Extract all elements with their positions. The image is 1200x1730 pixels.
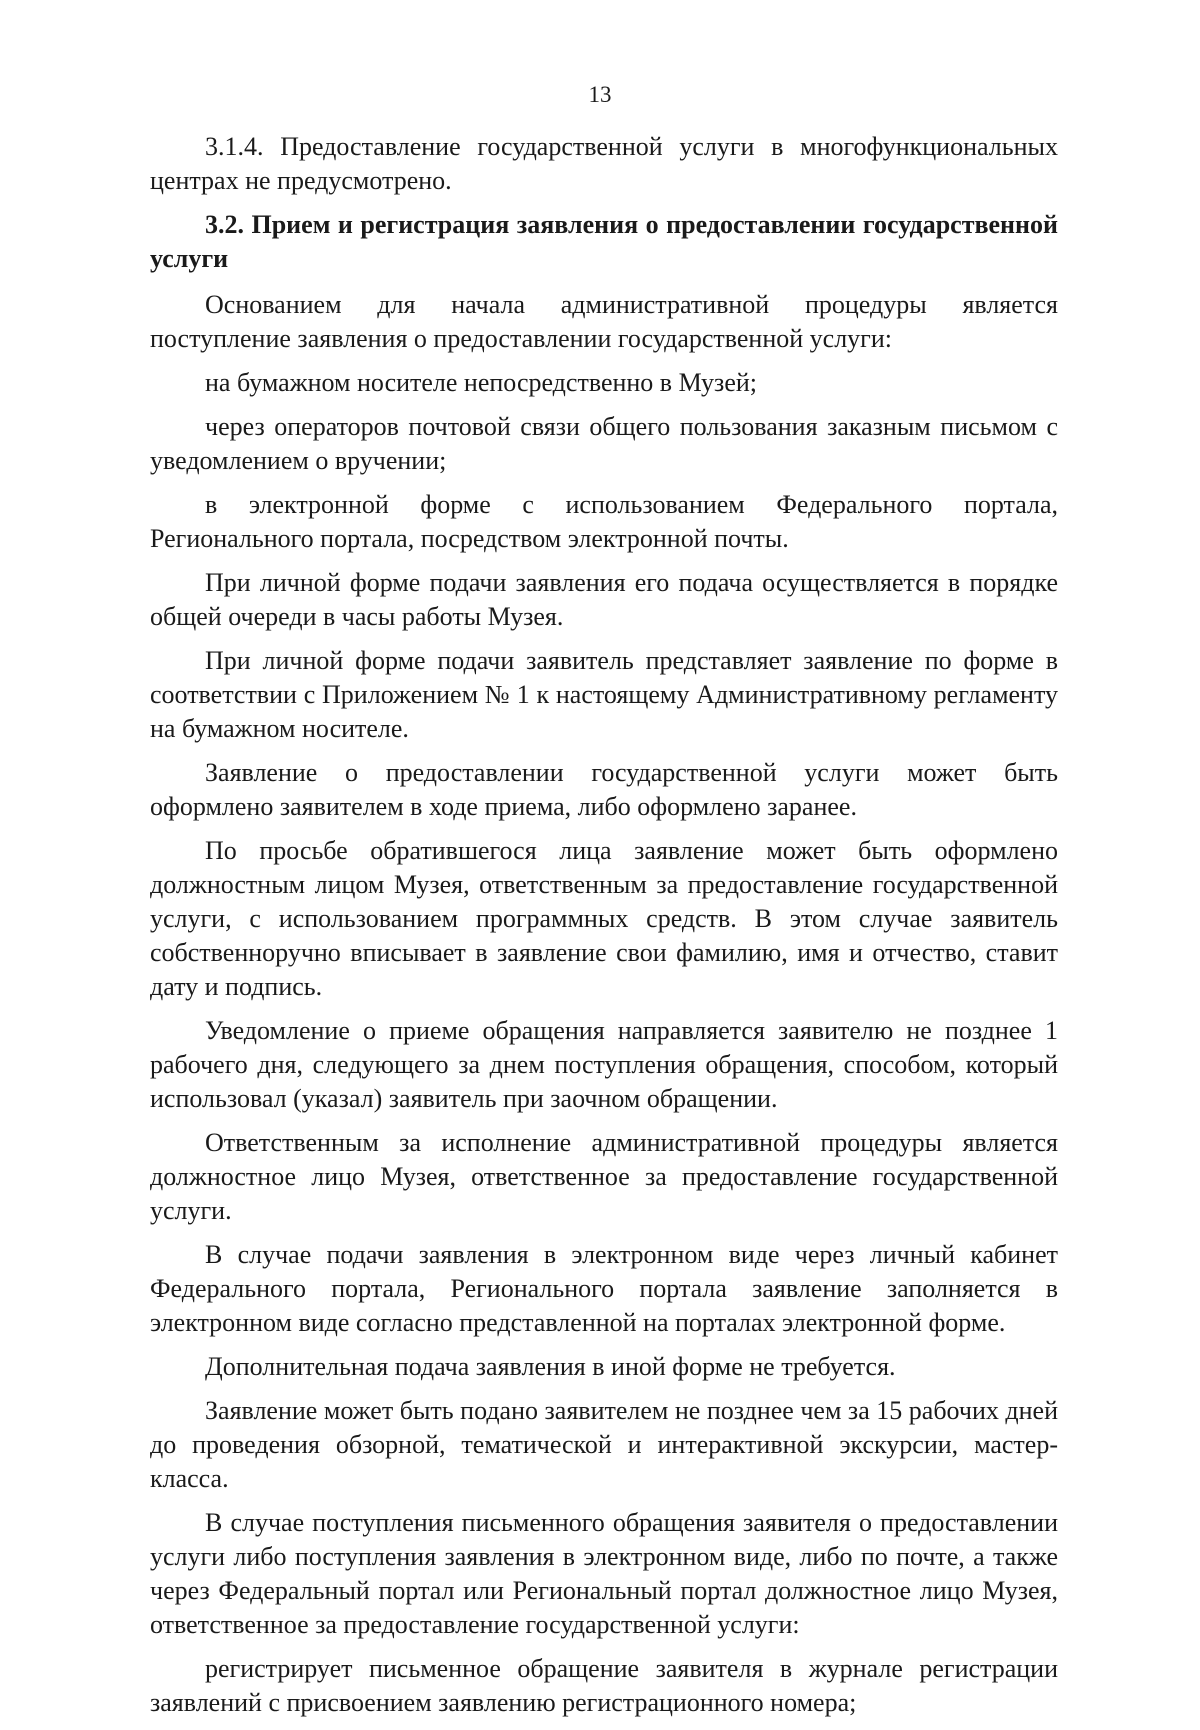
document-body [150,130,1058,1730]
paragraph: через операторов почтовой связи общего пользования заказным письмом с уведомлением о вручении; [150,412,1058,475]
paragraph: В случае подачи заявления в электронном виде через личный кабинет Федерального портала, Регионального портала заявление заполняется в электронном виде согласно представленной на порталах электронной форме. [150,1240,1058,1337]
section-3-1-4: 3.1.4. Предоставление государственной услуги в многофункциональных центрах не предусмотрено. [150,132,1058,195]
paragraph: В случае поступления письменного обращения заявителя о предоставлении услуги либо поступления заявления в электронном виде, либо по почте, а также через Федеральный портал или Региональный портал должностное лицо Музея, ответственное за предоставление государственной услуги: [150,1508,1058,1639]
paragraph: Заявление о предоставлении государственной услуги может быть оформлено заявителем в ходе приема, либо оформлено заранее. [150,758,1058,821]
paragraph: Ответственным за исполнение административной процедуры является должностное лицо Музея, ответственное за предоставление государственной услуги. [150,1128,1058,1225]
paragraph: По просьбе обратившегося лица заявление может быть оформлено должностным лицом Музея, ответственным за предоставление государственной услуги, с использованием программных средств. В этом случае заявитель собственноручно вписывает в заявление свои фамилию, имя и отчество, ставит дату и подпись. [150,836,1058,1001]
page-number: 13 [588,82,612,107]
paragraph: Дополнительная подача заявления в иной форме не требуется. [205,1352,896,1381]
paragraph: При личной форме подачи заявитель представляет заявление по форме в соответствии с Приложением № 1 к настоящему Административному регламенту на бумажном носителе. [150,646,1058,743]
paragraph: в электронной форме с использованием Федерального портала, Регионального портала, посредством электронной почты. [150,490,1058,553]
paragraph: При личной форме подачи заявления его подача осуществляется в порядке общей очереди в часы работы Музея. [150,568,1058,631]
paragraph: на бумажном носителе непосредственно в Музей; [205,368,758,397]
paragraph: Заявление может быть подано заявителем не позднее чем за 15 рабочих дней до проведения обзорной, тематической и интерактивной экскурсии, мастер-класса. [150,1396,1058,1493]
section-heading-3-2: 3.2. Прием и регистрация заявления о предоставлении государственной услуги [150,210,1058,273]
paragraph: Основанием для начала административной процедуры является поступление заявления о предоставлении государственной услуги: [150,290,1058,353]
paragraph: регистрирует письменное обращение заявителя в журнале регистрации заявлений с присвоением заявлению регистрационного номера; [150,1654,1058,1717]
paragraph: Уведомление о приеме обращения направляется заявителю не позднее 1 рабочего дня, следующего за днем поступления обращения, способом, который использовал (указал) заявитель при заочном обращении. [150,1016,1058,1113]
